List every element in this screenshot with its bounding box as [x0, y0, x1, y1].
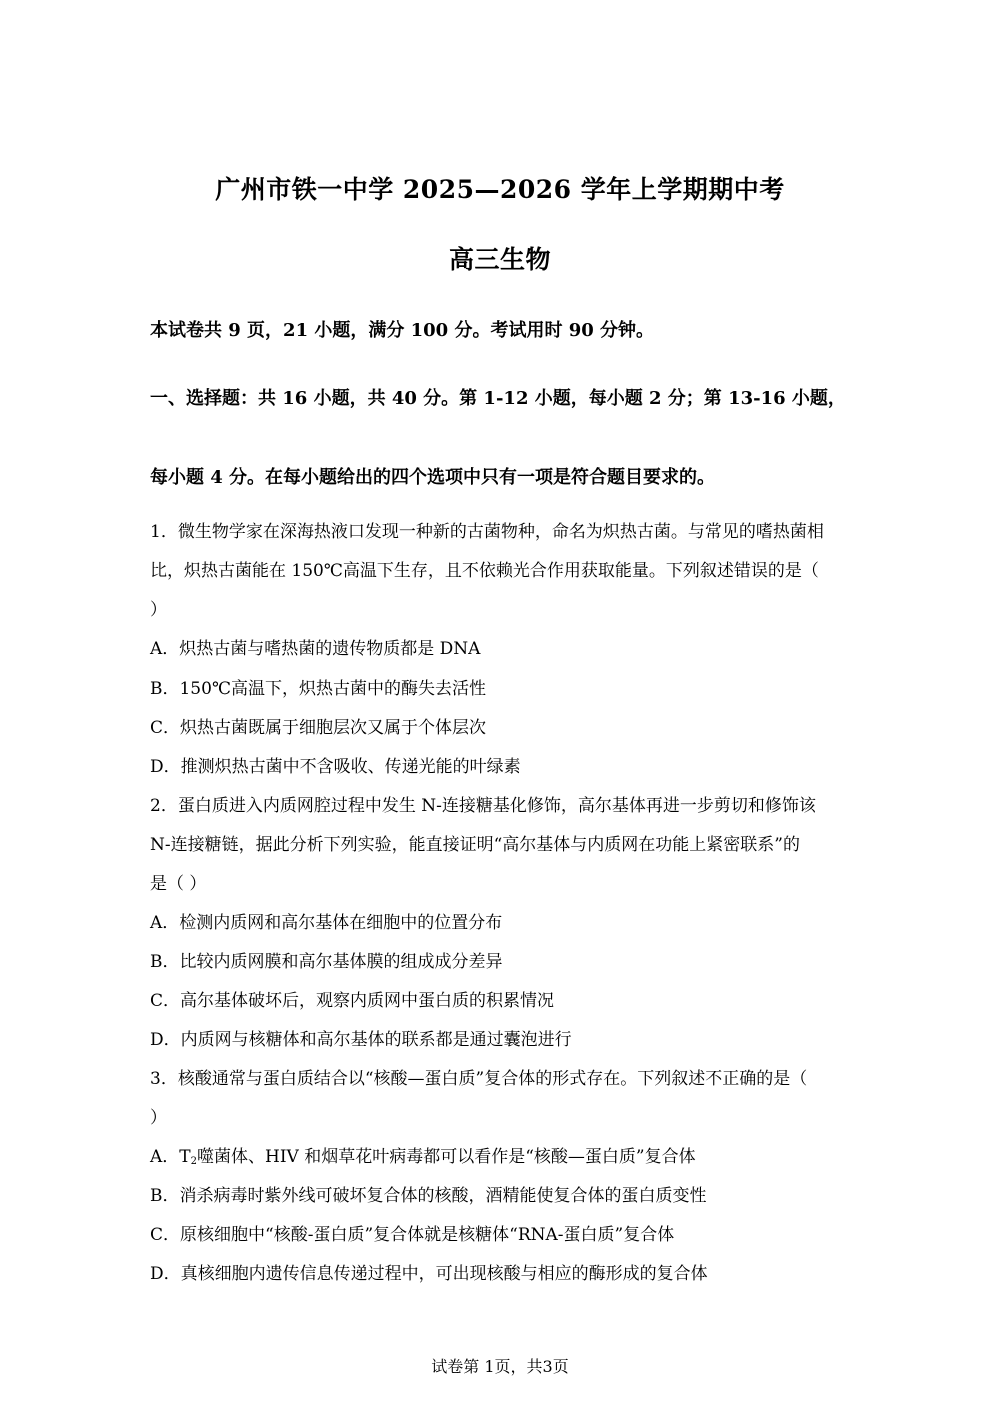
q1-option-b: B．150℃高温下，炽热古菌中的酶失去活性	[150, 679, 486, 699]
exam-intro: 本试卷共 9 页，21 小题，满分 100 分。考试用时 90 分钟。	[150, 320, 655, 341]
q3-option-a-text: 噬菌体、HIV 和烟草花叶病毒都可以看作是“核酸—蛋白质”复合体	[197, 1147, 696, 1167]
q3-option-a	[150, 1142, 860, 1167]
q2-stem-line-2: N-连接糖链，据此分析下列实验，能直接证明“高尔基体与内质网在功能上紧密联系”的	[150, 835, 800, 855]
q1-option-a: A．炽热古菌与嗜热菌的遗传物质都是 DNA	[150, 639, 481, 659]
exam-title: 广州市铁一中学 2025—2026 学年上学期期中考	[215, 175, 785, 204]
q3-option-a-subscript: 2	[190, 1156, 197, 1167]
section-heading-line-2: 每小题 4 分。在每小题给出的四个选项中只有一项是符合题目要求的。	[150, 467, 716, 488]
q2-option-b: B．比较内质网膜和高尔基体膜的组成成分差异	[150, 952, 503, 972]
q1-stem-line-2: 比，炽热古菌能在 150℃高温下生存，且不依赖光合作用获取能量。下列叙述错误的是（	[150, 561, 819, 581]
exam-subject: 高三生物	[448, 245, 551, 274]
q3-stem-line-2: ）	[150, 1108, 167, 1128]
section-heading-line-1: 一、选择题：共 16 小题，共 40 分。第 1-12 小题，每小题 2 分；第 13-16 小题，	[150, 388, 846, 409]
q2-stem-line-1: 2．蛋白质进入内质网腔过程中发生 N-连接糖基化修饰，高尔基体再进一步剪切和修饰该	[150, 796, 816, 816]
q1-option-d: D．推测炽热古菌中不含吸收、传递光能的叶绿素	[150, 757, 521, 777]
q1-stem-line-3: ）	[150, 600, 167, 620]
q1-option-c: C．炽热古菌既属于细胞层次又属于个体层次	[150, 718, 487, 738]
q2-option-d: D．内质网与核糖体和高尔基体的联系都是通过囊泡进行	[150, 1030, 572, 1050]
q3-option-b: B．消杀病毒时紫外线可破坏复合体的核酸，酒精能使复合体的蛋白质变性	[150, 1186, 707, 1206]
q3-option-c: C．原核细胞中“核酸-蛋白质”复合体就是核糖体“RNA-蛋白质”复合体	[150, 1225, 675, 1245]
q2-stem-line-3: 是（ ）	[150, 874, 207, 894]
page-footer: 试卷第 1页，共3页	[431, 1357, 569, 1376]
q3-option-a-prefix: A．T	[150, 1147, 191, 1167]
q3-stem-line-1: 3．核酸通常与蛋白质结合以“核酸—蛋白质”复合体的形式存在。下列叙述不正确的是（	[150, 1069, 808, 1089]
q2-option-a: A．检测内质网和高尔基体在细胞中的位置分布	[150, 913, 503, 933]
q1-stem-line-1: 1．微生物学家在深海热液口发现一种新的古菌物种，命名为炽热古菌。与常见的嗜热菌相	[150, 522, 824, 542]
q3-option-d: D．真核细胞内遗传信息传递过程中，可出现核酸与相应的酶形成的复合体	[150, 1264, 708, 1284]
q2-option-c: C．高尔基体破坏后，观察内质网中蛋白质的积累情况	[150, 991, 555, 1011]
